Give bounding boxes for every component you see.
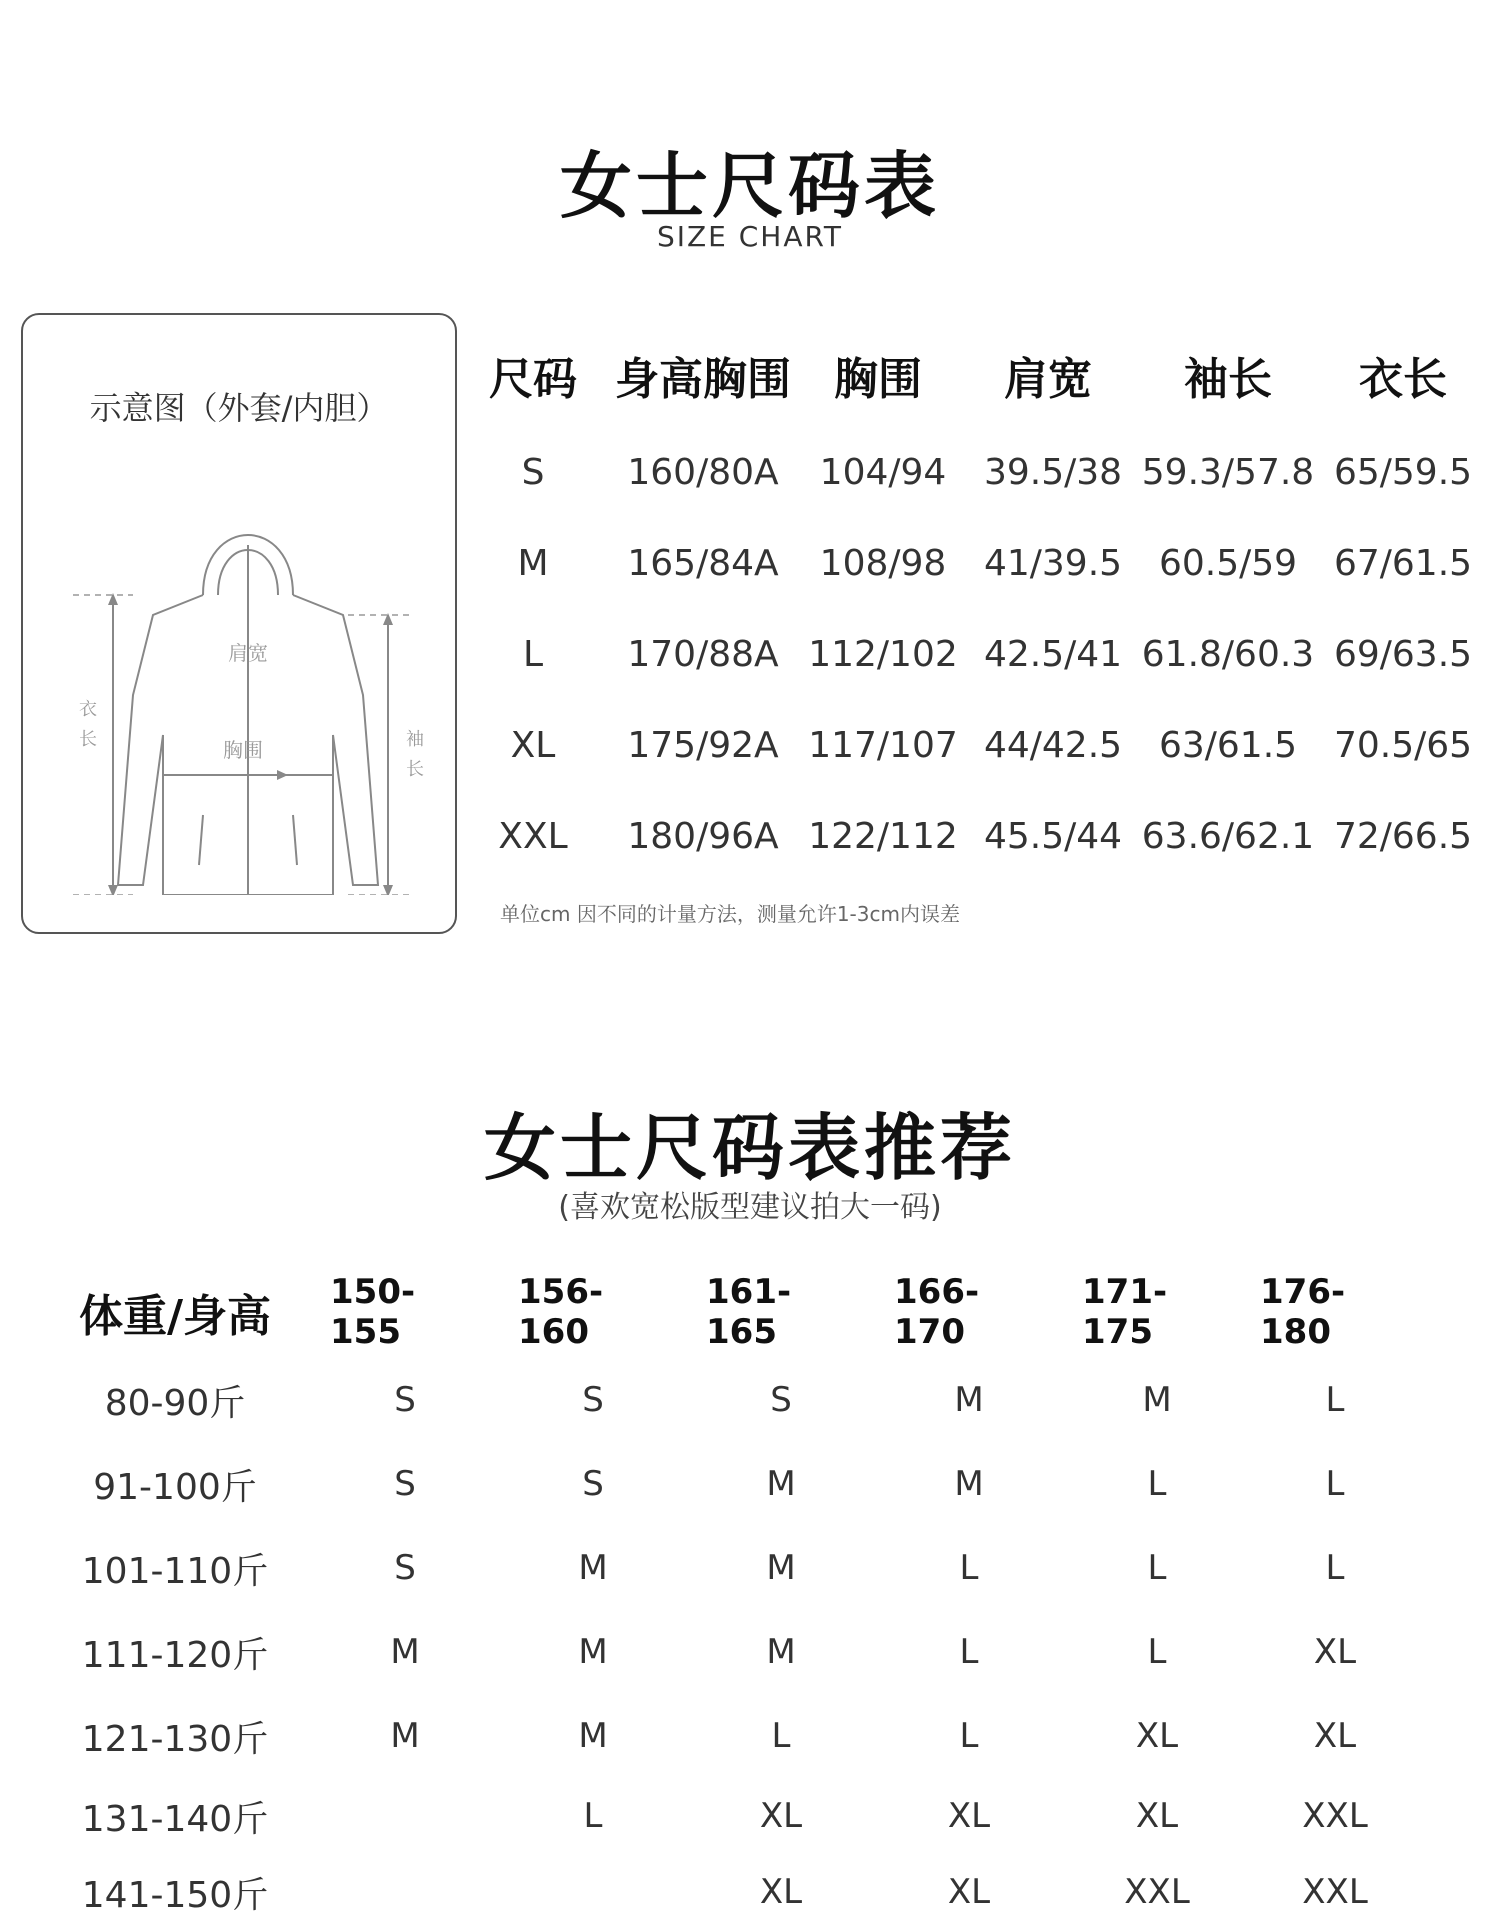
size-cell xyxy=(330,1786,480,1846)
size-cell: M xyxy=(954,1380,984,1420)
cell-sleeve: 60.5/59 xyxy=(1158,542,1298,584)
size-cell: L xyxy=(1147,1548,1167,1588)
cell-chest: 117/107 xyxy=(808,724,958,766)
size-cell: L xyxy=(771,1716,791,1756)
cell-height-chest: 160/80A xyxy=(627,451,779,493)
size-cell: XL xyxy=(1313,1716,1357,1756)
col-header-size: 尺码 xyxy=(489,354,577,405)
col-header-sleeve: 袖长 xyxy=(1184,354,1272,405)
col-header-chest: 胸围 xyxy=(834,354,922,405)
weight-label: 131-140斤 xyxy=(81,1798,269,1840)
cell-size: XXL xyxy=(498,815,568,857)
cell-shoulder: 42.5/41 xyxy=(983,633,1123,675)
size-cell: M xyxy=(766,1632,796,1672)
cell-length: 70.5/65 xyxy=(1333,724,1473,766)
recommendation-subtitle: (喜欢宽松版型建议拍大一码) xyxy=(558,1190,942,1225)
col-header-shoulder: 肩宽 xyxy=(1004,354,1092,405)
size-cell: L xyxy=(1325,1464,1345,1504)
height-header: 171-175 xyxy=(1082,1272,1168,1352)
size-cell: M xyxy=(578,1716,608,1756)
size-cell: XXL xyxy=(1124,1872,1190,1912)
length-label-1: 衣 xyxy=(79,699,97,720)
chest-label: 胸围 xyxy=(223,738,263,762)
garment-diagram-panel xyxy=(21,313,457,934)
cell-sleeve: 59.3/57.8 xyxy=(1141,451,1315,493)
size-cell: M xyxy=(766,1464,796,1504)
height-header: 161-165 xyxy=(706,1272,792,1352)
height-header: 166-170 xyxy=(894,1272,980,1352)
size-cell: S xyxy=(582,1380,604,1420)
cell-chest: 104/94 xyxy=(819,451,947,493)
size-cell: M xyxy=(578,1548,608,1588)
size-cell: S xyxy=(394,1464,416,1504)
size-cell: XL xyxy=(947,1872,991,1912)
size-cell: M xyxy=(390,1632,420,1672)
sleeve-label-1: 袖 xyxy=(406,729,424,750)
cell-length: 72/66.5 xyxy=(1333,815,1473,857)
size-chart-subtitle: SIZE CHART xyxy=(656,220,844,253)
cell-size: S xyxy=(521,451,545,493)
size-cell xyxy=(518,1862,668,1922)
size-cell: L xyxy=(959,1548,979,1588)
size-cell: M xyxy=(390,1716,420,1756)
diagram-title: 示意图（外套/内胆） xyxy=(89,389,389,427)
size-cell: S xyxy=(582,1464,604,1504)
weight-label: 80-90斤 xyxy=(104,1382,246,1424)
weight-label: 141-150斤 xyxy=(81,1874,269,1916)
sleeve-label-2: 长 xyxy=(406,759,424,780)
cell-height-chest: 170/88A xyxy=(627,633,779,675)
size-chart-title: 女士尺码表 xyxy=(559,144,940,228)
size-cell: L xyxy=(1325,1548,1345,1588)
jacket-diagram-illustration xyxy=(53,475,433,895)
cell-length: 69/63.5 xyxy=(1333,633,1473,675)
size-cell: XXL xyxy=(1302,1796,1368,1836)
size-cell: L xyxy=(959,1716,979,1756)
size-cell: M xyxy=(1142,1380,1172,1420)
weight-label: 121-130斤 xyxy=(81,1718,269,1760)
col-header-length: 衣长 xyxy=(1359,354,1447,405)
size-cell: XL xyxy=(759,1872,803,1912)
shoulder-label: 肩宽 xyxy=(228,641,268,665)
cell-height-chest: 180/96A xyxy=(627,815,779,857)
weight-label: 111-120斤 xyxy=(81,1634,269,1676)
col-header-height-chest: 身高胸围 xyxy=(615,354,791,405)
size-cell: M xyxy=(954,1464,984,1504)
size-cell: S xyxy=(770,1380,792,1420)
size-cell: XL xyxy=(1135,1716,1179,1756)
cell-size: L xyxy=(522,633,544,675)
recommendation-title: 女士尺码表推荐 xyxy=(483,1106,1016,1190)
cell-shoulder: 45.5/44 xyxy=(983,815,1123,857)
cell-chest: 122/112 xyxy=(808,815,958,857)
height-header: 176-180 xyxy=(1260,1272,1346,1352)
size-cell: L xyxy=(583,1796,603,1836)
cell-shoulder: 44/42.5 xyxy=(983,724,1123,766)
size-cell: L xyxy=(1147,1464,1167,1504)
corner-header: 体重/身高 xyxy=(78,1291,272,1342)
cell-chest: 108/98 xyxy=(819,542,947,584)
size-cell: S xyxy=(394,1380,416,1420)
cell-size: XL xyxy=(510,724,556,766)
height-header: 150-155 xyxy=(330,1272,416,1352)
size-cell: XL xyxy=(1135,1796,1179,1836)
cell-sleeve: 63/61.5 xyxy=(1158,724,1298,766)
size-cell: XL xyxy=(1313,1632,1357,1672)
weight-label: 101-110斤 xyxy=(81,1550,269,1592)
size-cell: XL xyxy=(947,1796,991,1836)
cell-length: 65/59.5 xyxy=(1333,451,1473,493)
weight-label: 91-100斤 xyxy=(93,1466,257,1508)
measurement-note: 单位cm 因不同的计量方法，测量允许1-3cm内误差 xyxy=(500,902,960,926)
size-cell: M xyxy=(766,1548,796,1588)
size-cell: XL xyxy=(759,1796,803,1836)
cell-height-chest: 165/84A xyxy=(627,542,779,584)
cell-length: 67/61.5 xyxy=(1333,542,1473,584)
cell-size: M xyxy=(517,542,549,584)
length-label-2: 长 xyxy=(79,729,97,750)
size-cell: L xyxy=(1325,1380,1345,1420)
cell-shoulder: 39.5/38 xyxy=(983,451,1123,493)
cell-sleeve: 61.8/60.3 xyxy=(1141,633,1315,675)
size-cell xyxy=(330,1862,480,1922)
size-cell: L xyxy=(1147,1632,1167,1672)
height-header: 156-160 xyxy=(518,1272,604,1352)
size-cell: S xyxy=(394,1548,416,1588)
size-cell: M xyxy=(578,1632,608,1672)
cell-chest: 112/102 xyxy=(808,633,958,675)
cell-height-chest: 175/92A xyxy=(627,724,779,766)
size-cell: L xyxy=(959,1632,979,1672)
cell-shoulder: 41/39.5 xyxy=(983,542,1123,584)
cell-sleeve: 63.6/62.1 xyxy=(1141,815,1315,857)
size-cell: XXL xyxy=(1302,1872,1368,1912)
